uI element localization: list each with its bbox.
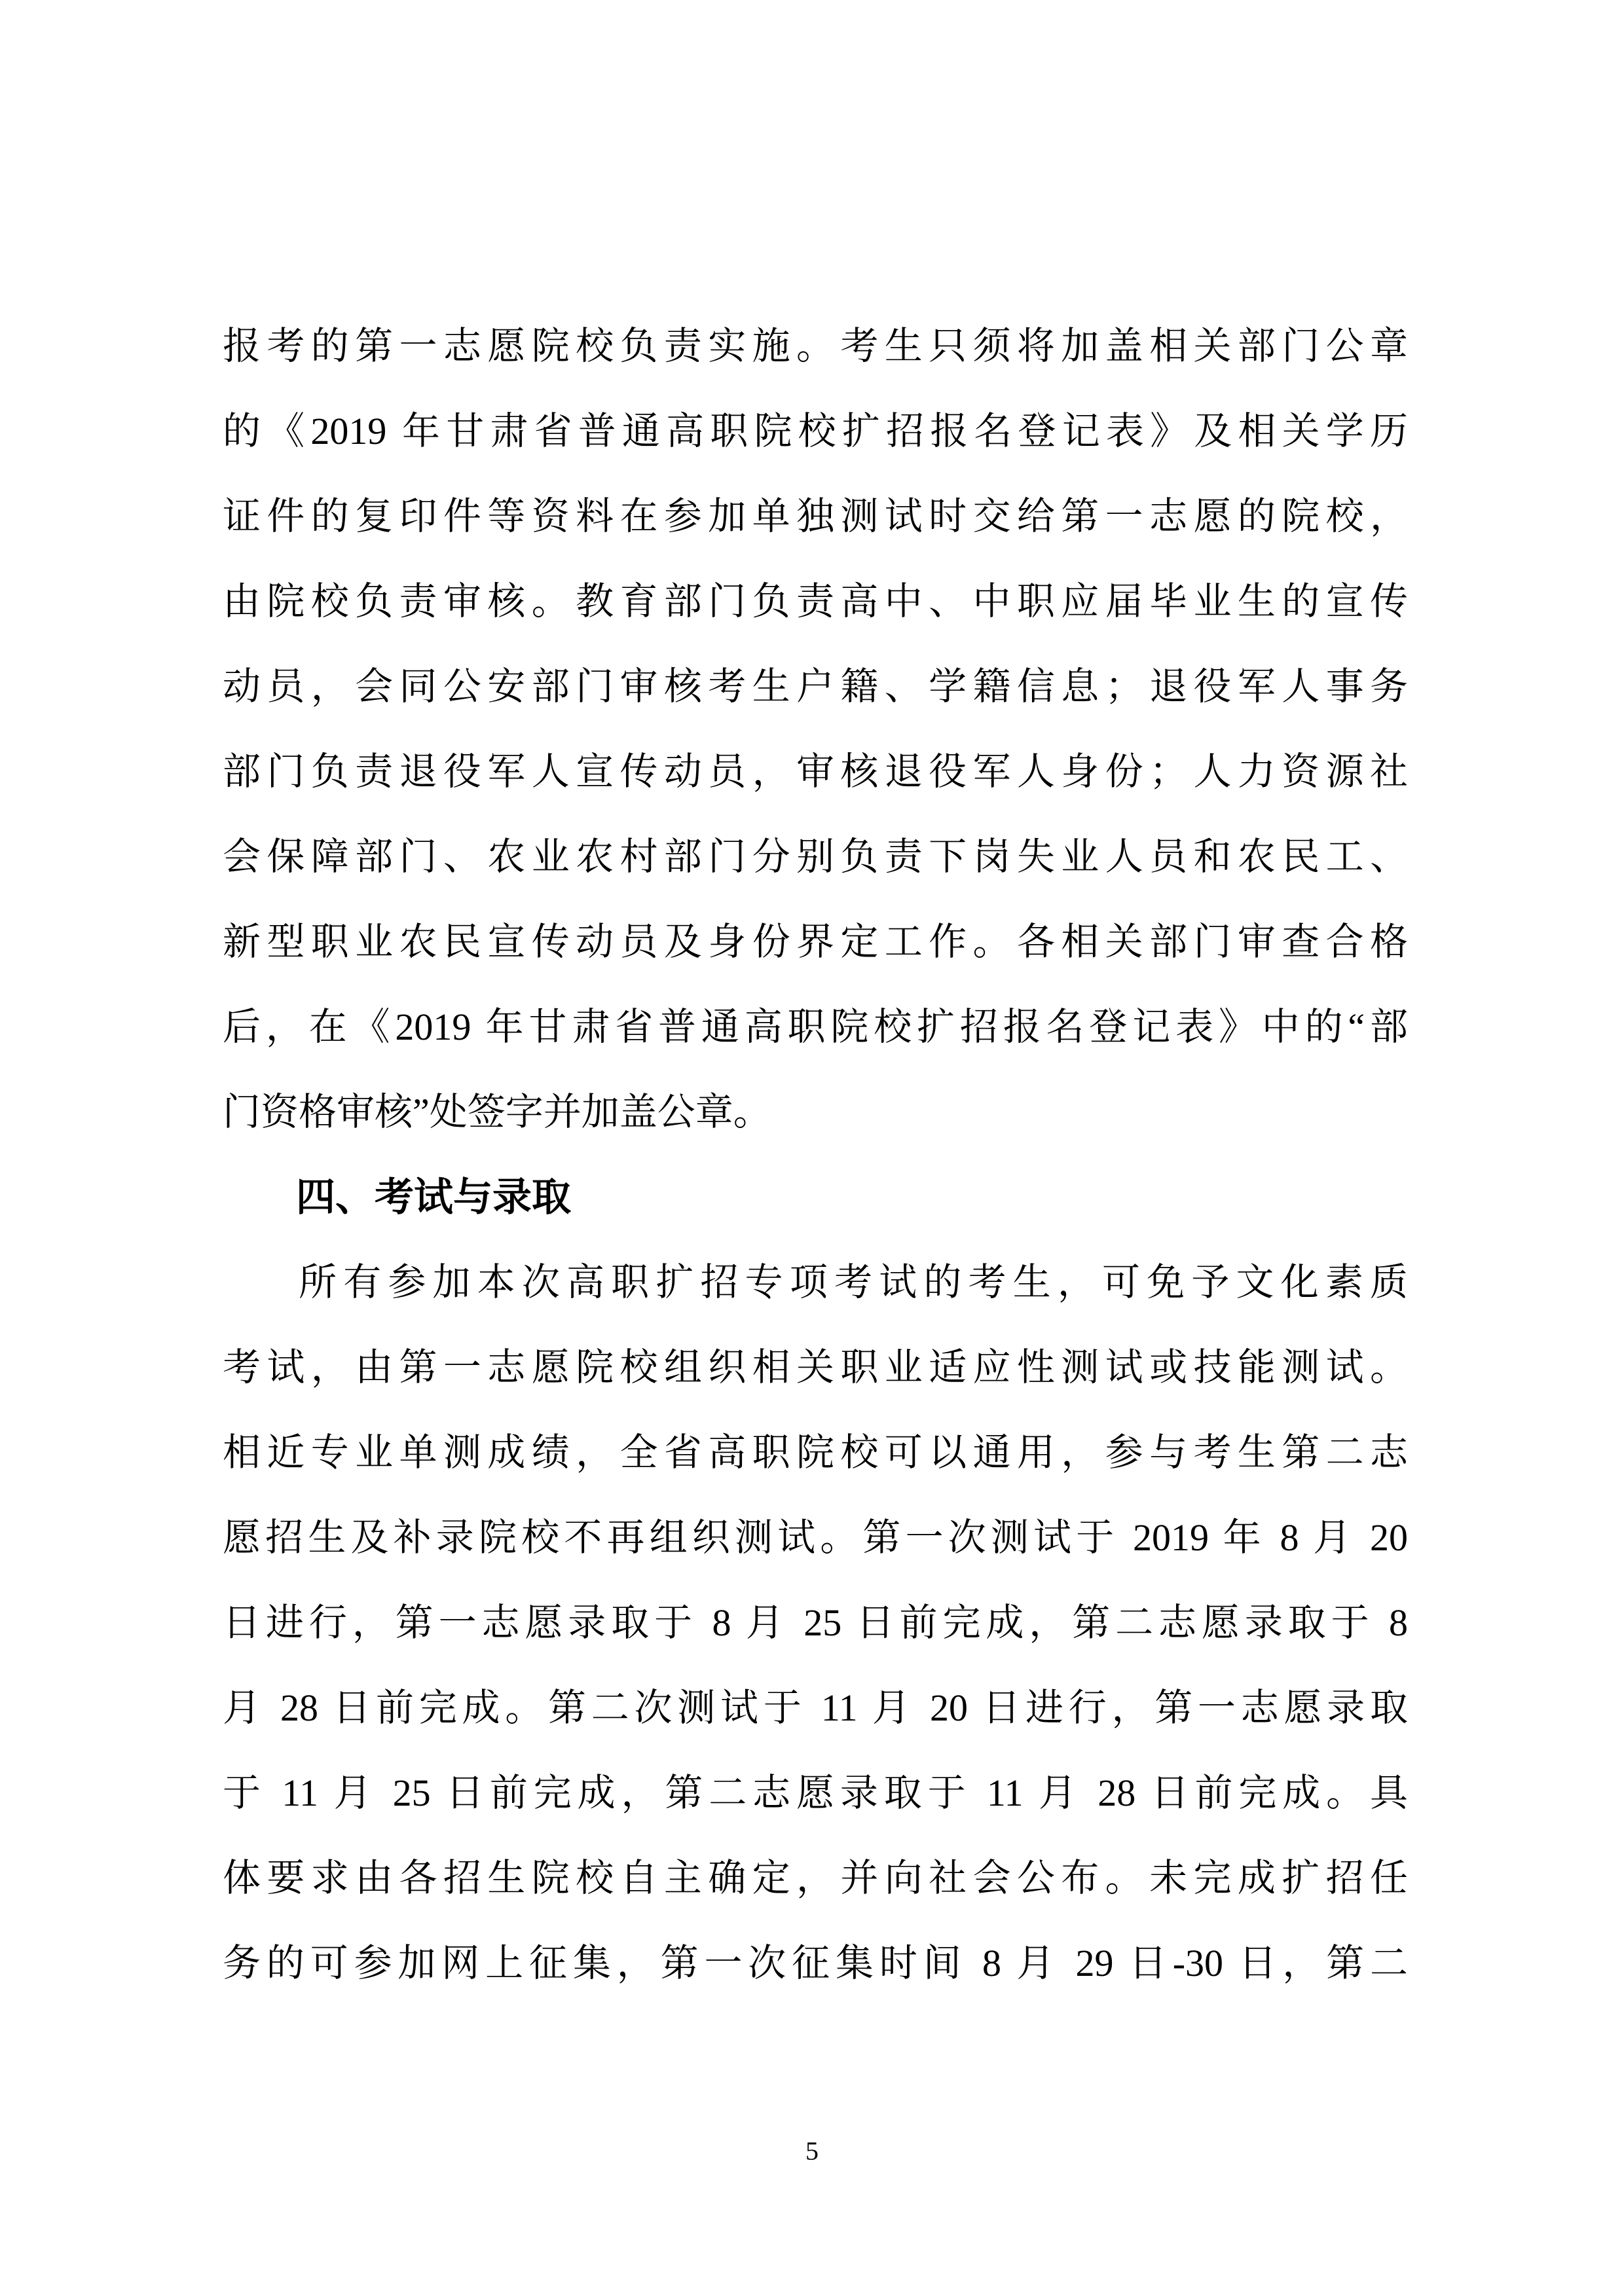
text-line: 门资格审核”处签字并加盖公章。 [223,1091,771,1133]
text-line: 日进行，第一志愿录取于 8 月 25 日前完成，第二志愿录取于 8 [223,1601,1408,1644]
text-line: 愿招生及补录院校不再组织测试。第一次测试于 2019 年 8 月 20 [223,1516,1408,1559]
text-line: 证件的复印件等资料在参加单独测试时交给第一志愿的院校， [223,495,1408,538]
text-line: 后，在《2019 年甘肃省普通高职院校扩招报名登记表》中的“部 [223,1006,1408,1048]
text-line: 所有参加本次高职扩招专项考试的考生，可免予文化素质 [299,1261,1408,1303]
text-line: 的《2019 年甘肃省普通高职院校扩招报名登记表》及相关学历 [223,410,1408,452]
text-line: 由院校负责审核。教育部门负责高中、中职应届毕业生的宣传 [223,580,1408,623]
text-line: 务的可参加网上征集，第一次征集时间 8 月 29 日-30 日，第二 [223,1942,1408,1984]
text-line: 体要求由各招生院校自主确定，并向社会公布。未完成扩招任 [223,1857,1408,1899]
text-line: 相近专业单测成绩，全省高职院校可以通用，参与考生第二志 [223,1431,1408,1474]
section-heading: 四、考试与录取 [296,1175,571,1219]
text-line: 动员，会同公安部门审核考生户籍、学籍信息；退役军人事务 [223,665,1408,708]
text-line: 新型职业农民宣传动员及身份界定工作。各相关部门审查合格 [223,920,1408,963]
text-line: 会保障部门、农业农村部门分别负责下岗失业人员和农民工、 [223,835,1408,878]
page-number: 5 [805,2136,819,2166]
text-line: 部门负责退役军人宣传动员，审核退役军人身份；人力资源社 [223,750,1408,793]
text-line: 报考的第一志愿院校负责实施。考生只须将加盖相关部门公章 [223,325,1408,367]
text-line: 于 11 月 25 日前完成，第二志愿录取于 11 月 28 日前完成。具 [223,1772,1408,1814]
text-block [223,304,1408,2006]
text-line: 月 28 日前完成。第二次测试于 11 月 20 日进行，第一志愿录取 [223,1686,1408,1729]
text-line: 考试，由第一志愿院校组织相关职业适应性测试或技能测试。 [223,1346,1408,1389]
